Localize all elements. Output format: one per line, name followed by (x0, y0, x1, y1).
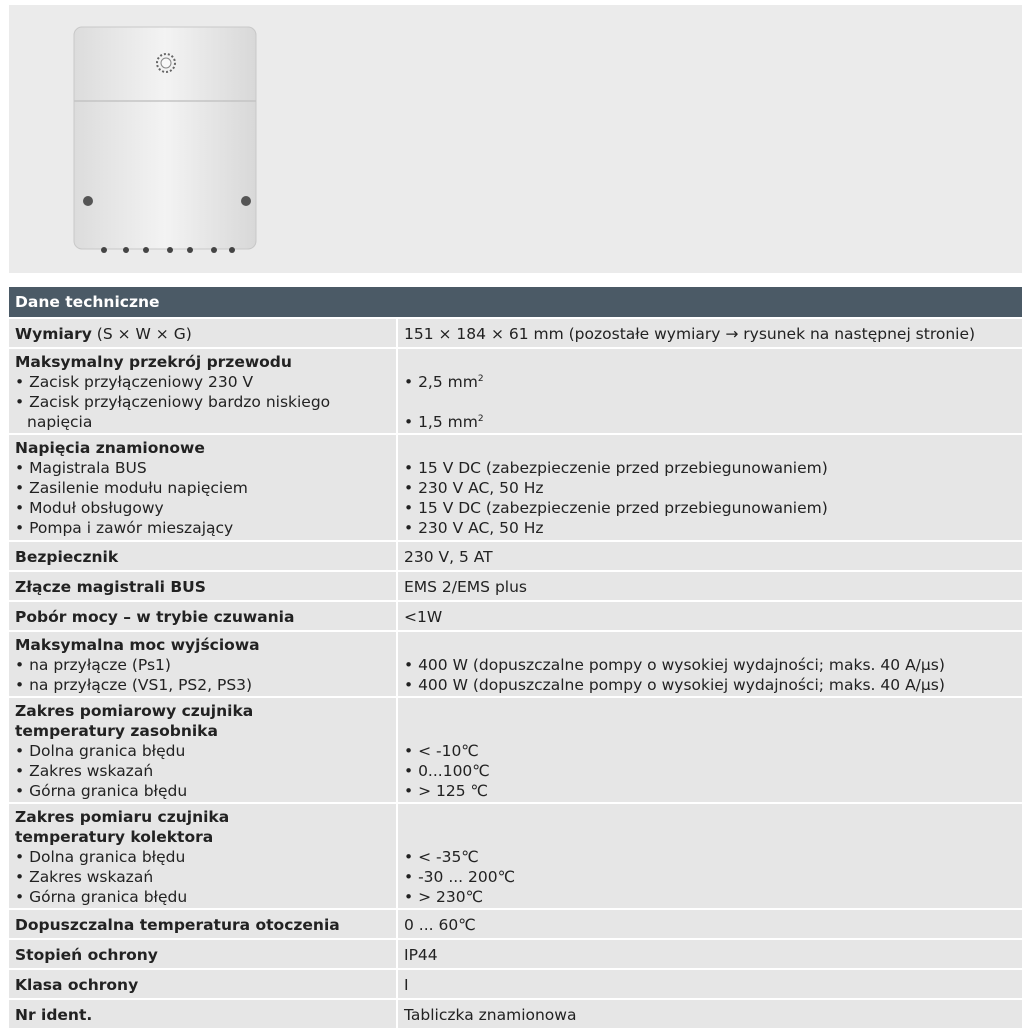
module-device-image (66, 25, 262, 260)
table-row: Stopień ochrony IP44 (9, 938, 1022, 968)
table-row: Dopuszczalna temperatura otoczenia 0 ... 60℃ (9, 908, 1022, 938)
table-row: Maksymalny przekrój przewodu • Zacisk przyłączeniowy 230 V • Zacisk przyłączeniowy bardzo niskiego napięcia • 2,5 $mm^2$ • 1,5 $mm^2$ (9, 347, 1022, 433)
table-row: Zakres pomiarowy czujnika temperatury zasobnika • Dolna granica błędu • Zakres wskazań • Górna granica błędu • < -10℃ • 0...100℃ • > 125 ℃ (9, 696, 1022, 802)
table-row: Napięcia znamionowe • Magistrala BUS • Zasilenie modułu napięciem • Moduł obsługowy • Pompa i zawór mieszający • 15 V DC (zabezpieczenie przed przebiegunowaniem) • 230 V AC, 50 Hz • 15 V DC (zabezpieczenie przed przebiegunowaniem) • 230 V AC, 50 Hz (9, 433, 1022, 540)
product-photo-area (9, 5, 1022, 273)
table-row: Zakres pomiaru czujnika temperatury kolektora • Dolna granica błędu • Zakres wskazań • Górna granica błędu • < -35℃ • -30 ... 200℃ • > 230℃ (9, 802, 1022, 908)
table-row: Klasa ochrony I (9, 968, 1022, 998)
table-row: Wymiary (S × W × G) 151 × 184 × 61 mm (pozostałe wymiary → rysunek na następnej stronie) (9, 317, 1022, 347)
table-title: Dane techniczne (9, 287, 1022, 317)
table-row: Nr ident. Tabliczka znamionowa (9, 998, 1022, 1028)
table-row: Złącze magistrali BUS EMS 2/EMS plus (9, 570, 1022, 600)
technical-data-table (9, 287, 1022, 1028)
table-row: Bezpiecznik 230 V, 5 AT (9, 540, 1022, 570)
table-row: Pobór mocy – w trybie czuwania <1W (9, 600, 1022, 630)
table-row: Maksymalna moc wyjściowa • na przyłącze (Ps1) • na przyłącze (VS1, PS2, PS3) • 400 W (dopuszczalne pompy o wysokiej wydajności; maks. 40 A/μs) • 400 W (dopuszczalne pompy o wysokiej wydajności; maks. 40 A/μs) (9, 630, 1022, 696)
